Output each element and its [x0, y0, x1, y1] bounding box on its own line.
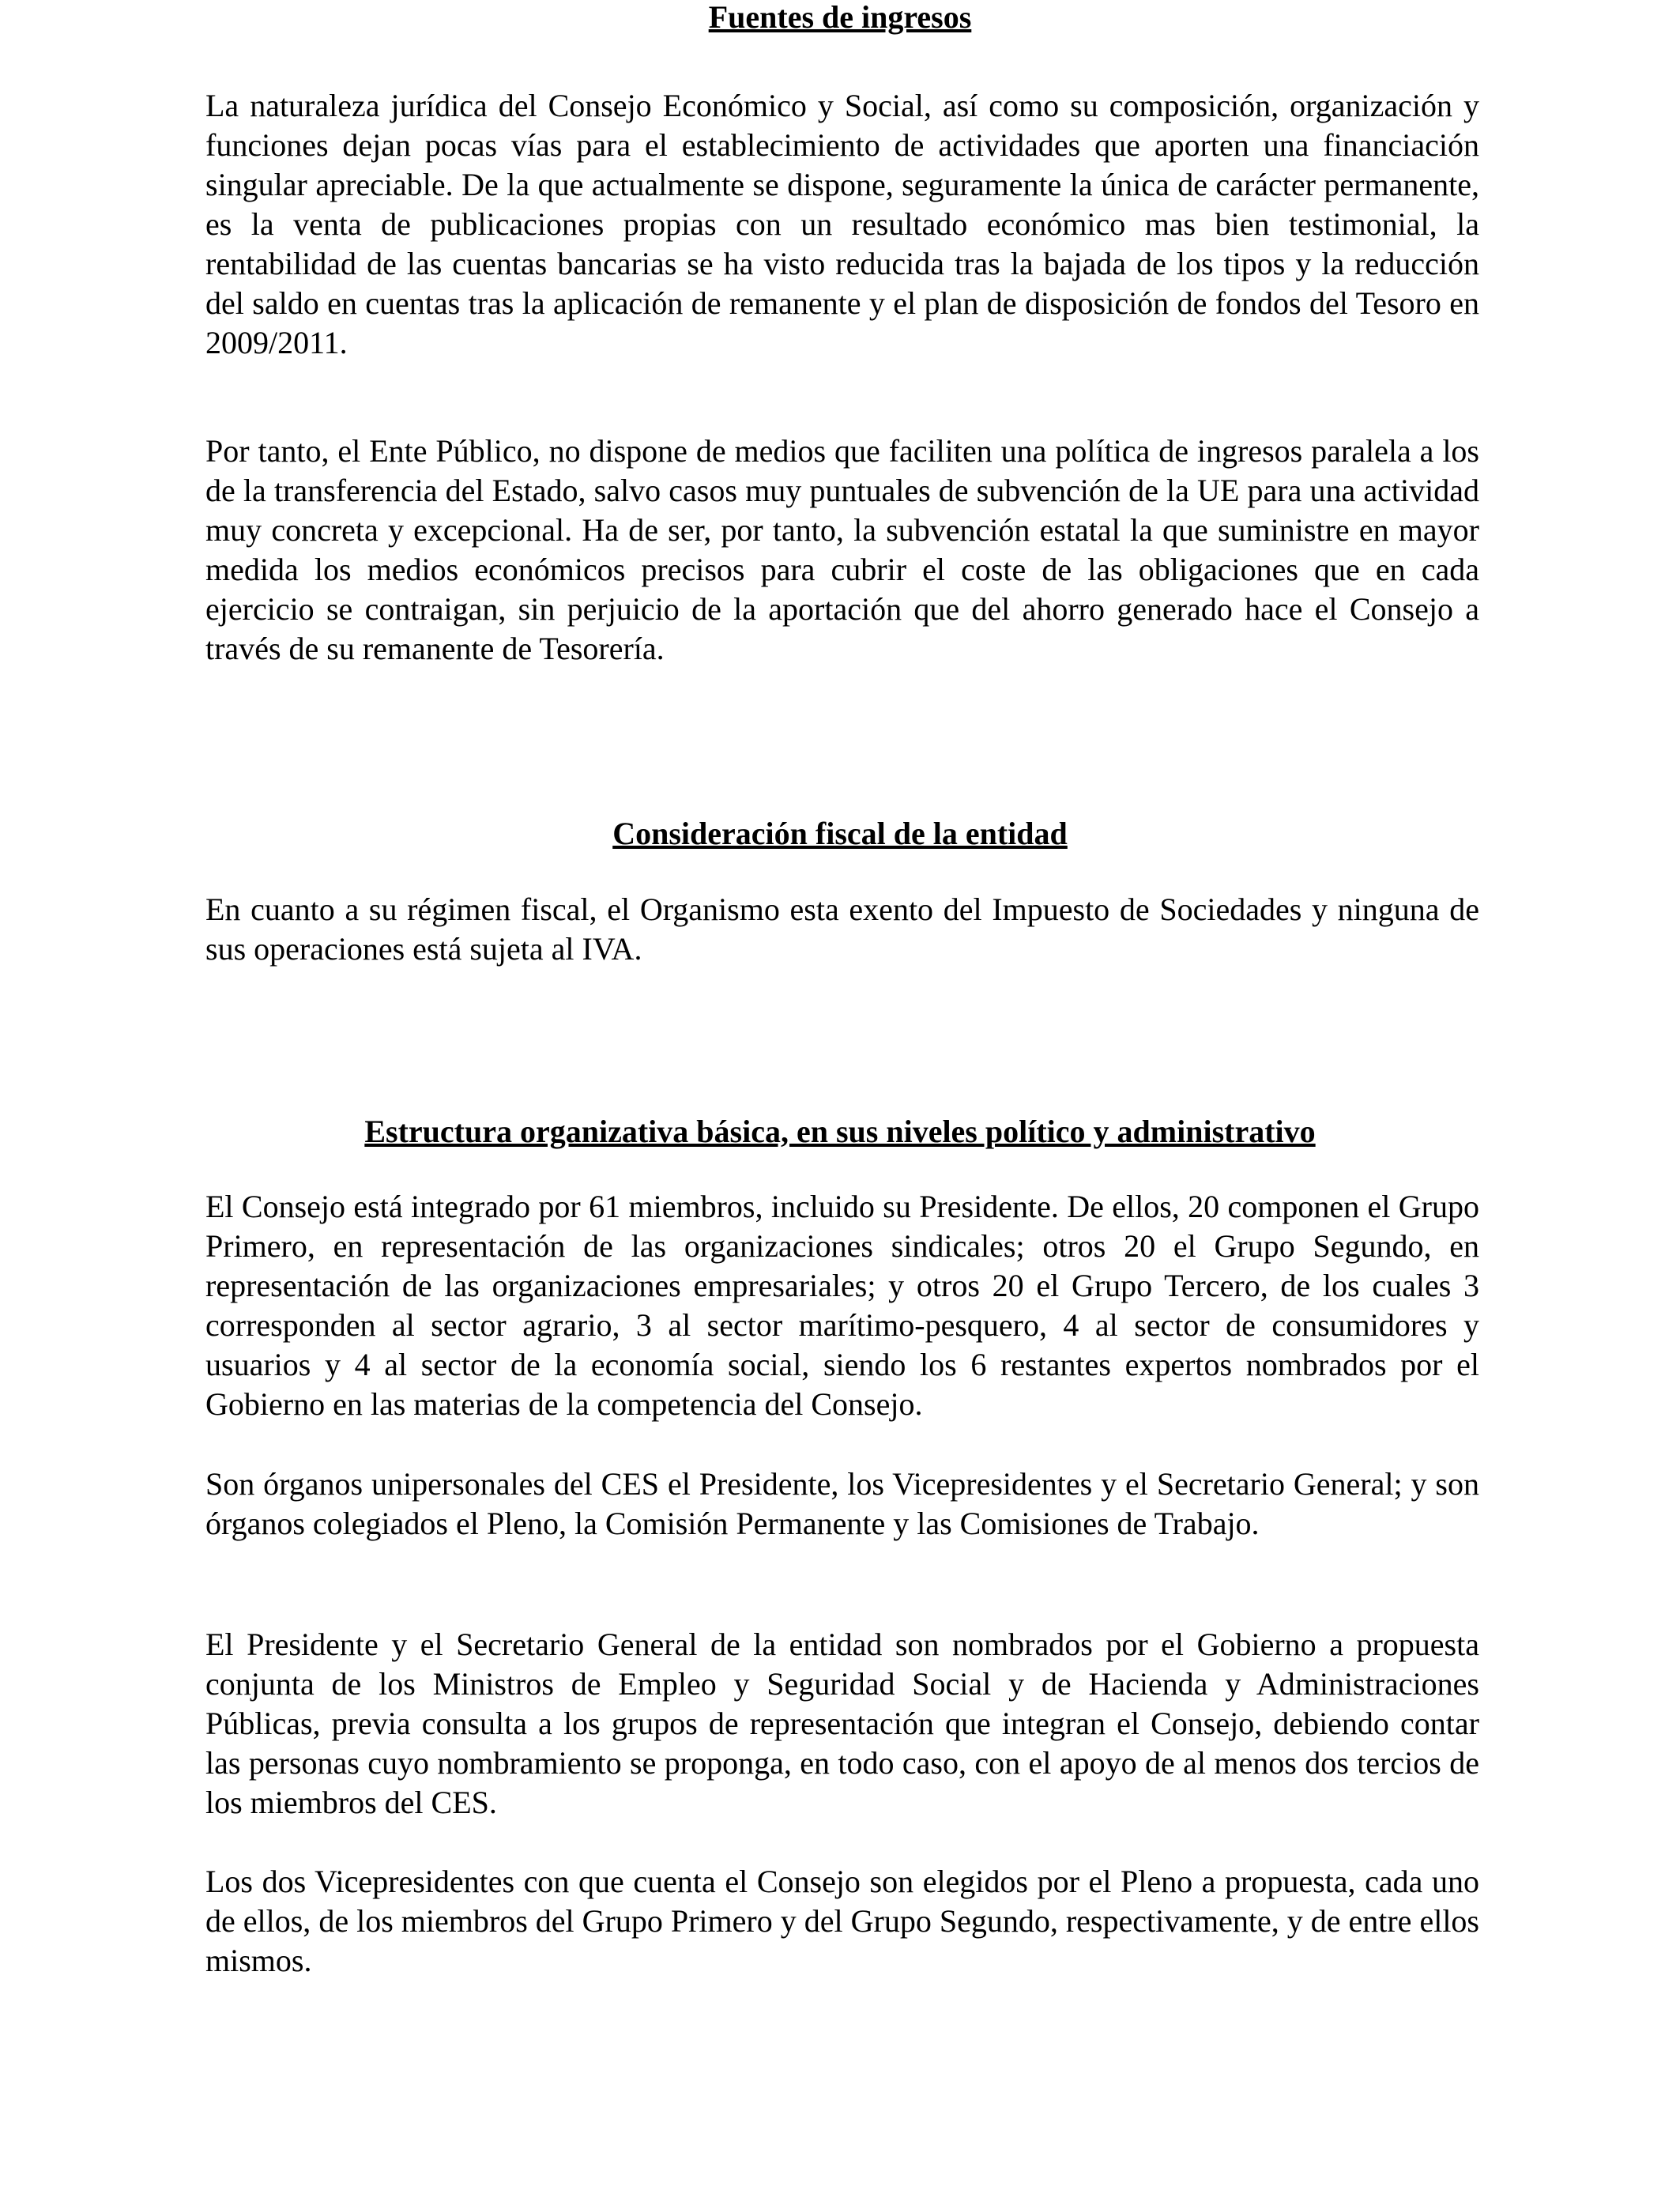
paragraph-integrantes-consejo: El Consejo está integrado por 61 miembros, incluido su Presidente. De ellos, 20 componen el Grupo Primero, en representación de las organizaciones sindicales; otros 20 el Grupo Segundo, en representación de las organizaciones empresariales; y otros 20 el Grupo Tercero, de los cuales 3 corresponden al sector agrario, 3 al sector marítimo-pesquero, 4 al sector de consumidores y usuarios y 4 al sector de la economía social, siendo los 6 restantes expertos nombrados por el Gobierno en las materias de la competencia del Consejo.: [205, 1189, 1479, 1422]
heading-fuentes-de-ingresos: Fuentes de ingresos: [708, 0, 972, 35]
paragraph-vicepresidentes: Los dos Vicepresidentes con que cuenta el Consejo son elegidos por el Pleno a propuesta, cada uno de ellos, de los miembros del Grupo Primero y del Grupo Segundo, respectivamente, y de entre ellos mismos.: [205, 1864, 1479, 1978]
paragraph-ente-publico-ingresos: Por tanto, el Ente Público, no dispone de medios que faciliten una política de ingresos paralela a los de la transferencia del Estado, salvo casos muy puntuales de subvención de la UE para una actividad muy concreta y excepcional. Ha de ser, por tanto, la subvención estatal la que suministre en mayor medida los medios económicos precisos para cubrir el coste de las obligaciones que en cada ejercicio se contraigan, sin perjuicio de la aportación que del ahorro generado hace el Consejo a través de su remanente de Tesorería.: [205, 433, 1479, 666]
paragraph-nombramiento-presidente: El Presidente y el Secretario General de la entidad son nombrados por el Gobierno a propuesta conjunta de los Ministros de Empleo y Seguridad Social y de Hacienda y Administraciones Públicas, previa consulta a los grupos de representación que integran el Consejo, debiendo contar las personas cuyo nombramiento se proponga, en todo caso, con el apoyo de al menos dos tercios de los miembros del CES.: [205, 1627, 1479, 1820]
heading-consideracion-fiscal: Consideración fiscal de la entidad: [612, 816, 1068, 851]
paragraph-regimen-fiscal: En cuanto a su régimen fiscal, el Organismo esta exento del Impuesto de Sociedades y ninguna de sus operaciones está sujeta al IVA.: [205, 892, 1479, 967]
paragraph-organos-ces: Son órganos unipersonales del CES el Presidente, los Vicepresidentes y el Secretario General; y son órganos colegiados el Pleno, la Comisión Permanente y las Comisiones de Trabajo.: [205, 1466, 1479, 1541]
heading-estructura-organizativa: Estructura organizativa básica, en sus niveles político y administrativo: [364, 1114, 1316, 1149]
paragraph-naturaleza-juridica: La naturaleza jurídica del Consejo Económico y Social, así como su composición, organización y funciones dejan pocas vías para el establecimiento de actividades que aporten una financiación singular apreciable. De la que actualmente se dispone, seguramente la única de carácter permanente, es la venta de publicaciones propias con un resultado económico mas bien testimonial, la rentabilidad de las cuentas bancarias se ha visto reducida tras la bajada de los tipos y la reducción del saldo en cuentas tras la aplicación de remanente y el plan de disposición de fondos del Tesoro en 2009/2011.: [205, 88, 1479, 360]
